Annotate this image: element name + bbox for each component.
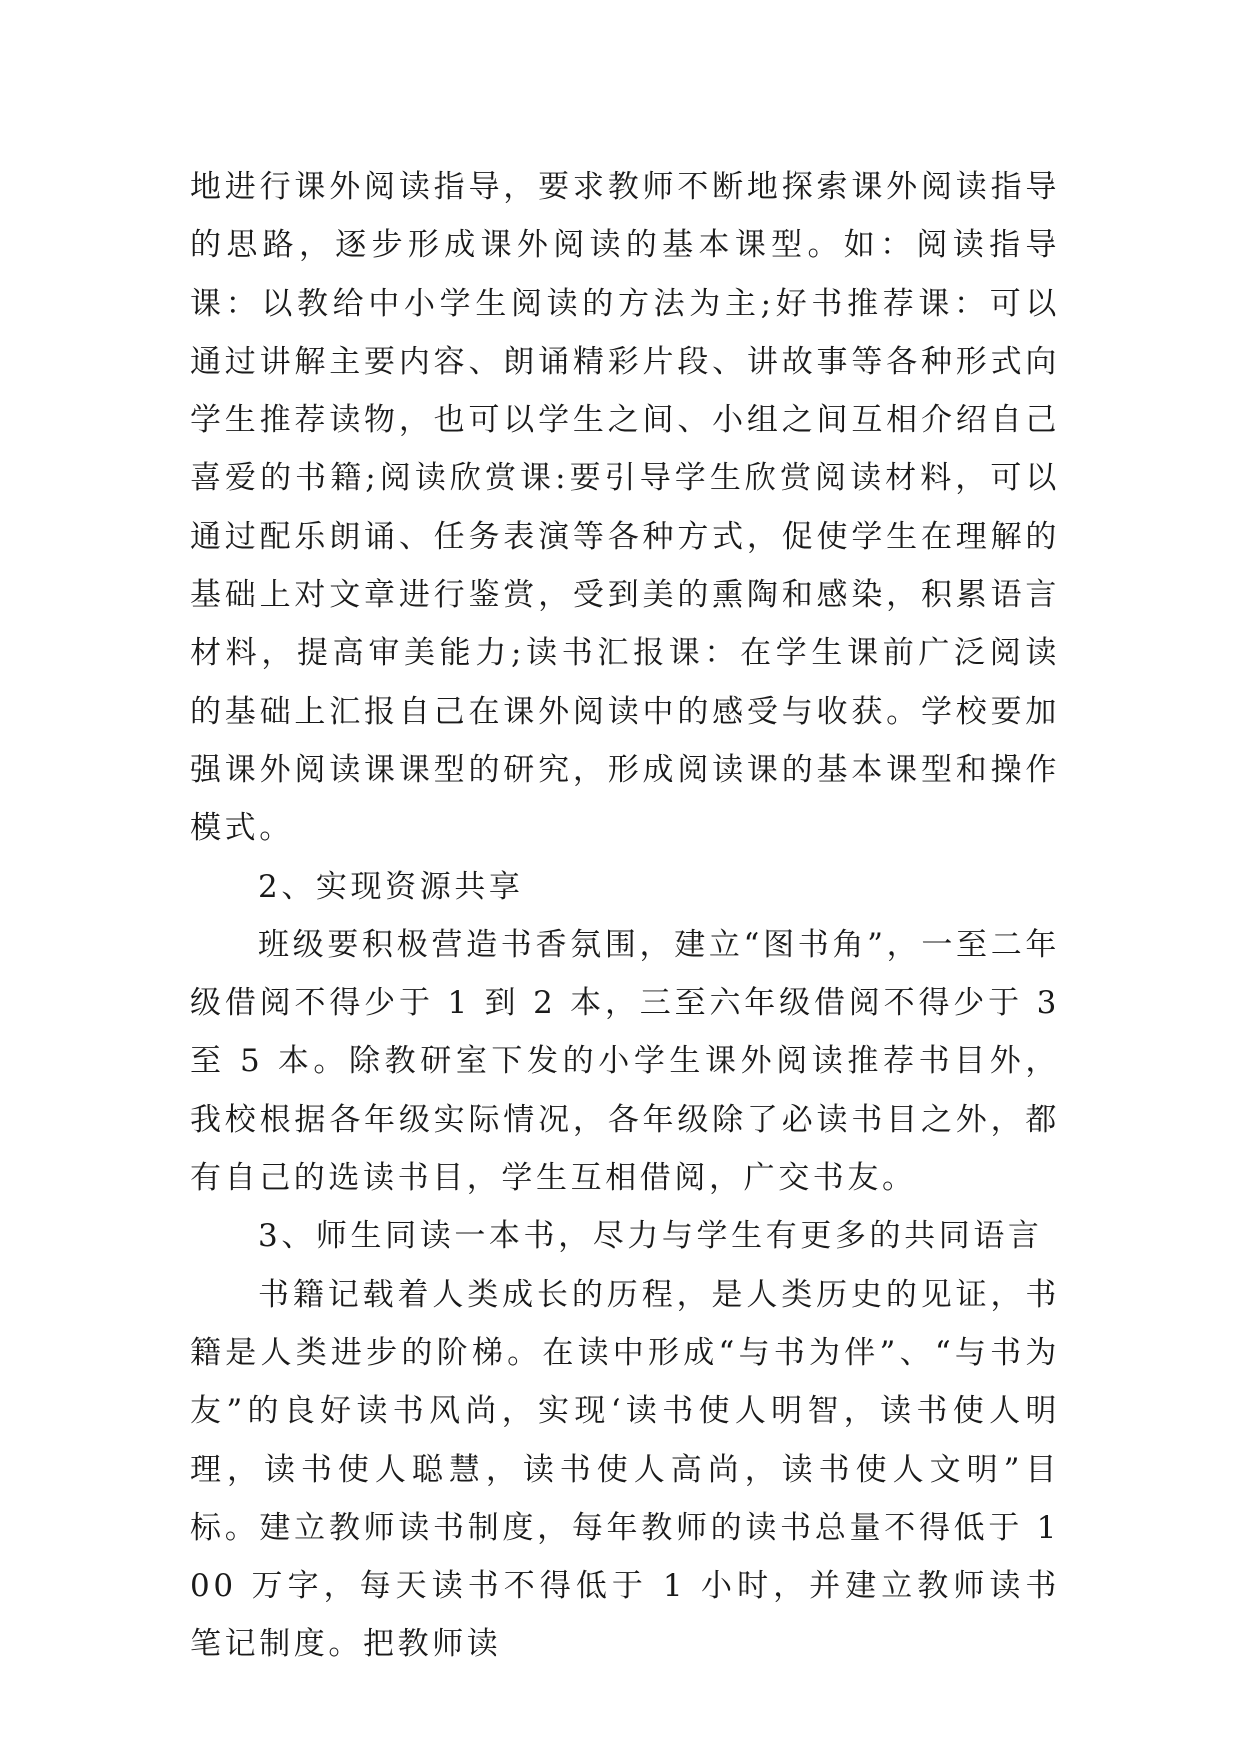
heading-resource-sharing: 2、实现资源共享 — [258, 868, 524, 905]
heading-teachers-students-read-together: 3、师生同读一本书，尽力与学生有更多的共同语言 — [258, 1218, 1043, 1255]
paragraph-book-corner: 班级要积极营造书香氛围，建立“图书角”，一至二年级借阅不得少于 1 到 2 本，三至六年级借阅不得少于 3 至 5 本。除教研室下发的小学生课外阅读推荐书目外，我校根据各年级实际情况，各年级除了必读书目之外，都有自己的选读书目，学生互相借阅，广交书友。 — [190, 926, 1060, 1197]
paragraph-books-record-history: 书籍记载着人类成长的历程，是人类历史的见证，书籍是人类进步的阶梯。在读中形成“与书为伴”、“与书为友”的良好读书风尚，实现‘读书使人明智，读书使人明理，读书使人聪慧，读书使人高尚，读书使人文明”目标。建立教师读书制度，每年教师的读书总量不得低于 100 万字，每天读书不得低于 1 小时，并建立教师读书笔记制度。把教师读 — [190, 1276, 1060, 1663]
document-body — [190, 158, 1060, 1674]
paragraph-reading-lesson-types: 地进行课外阅读指导，要求教师不断地探索课外阅读指导的思路，逐步形成课外阅读的基本课型。如：阅读指导课：以教给中小学生阅读的方法为主;好书推荐课：可以通过讲解主要内容、朗诵精彩片段、讲故事等各种形式向学生推荐读物，也可以学生之间、小组之间互相介绍自己喜爱的书籍;阅读欣赏课:要引导学生欣赏阅读材料，可以通过配乐朗诵、任务表演等各种方式，促使学生在理解的基础上对文章进行鉴赏，受到美的熏陶和感染，积累语言材料，提高审美能力;读书汇报课：在学生课前广泛阅读的基础上汇报自己在课外阅读中的感受与收获。学校要加强课外阅读课课型的研究，形成阅读课的基本课型和操作模式。 — [190, 169, 1060, 847]
